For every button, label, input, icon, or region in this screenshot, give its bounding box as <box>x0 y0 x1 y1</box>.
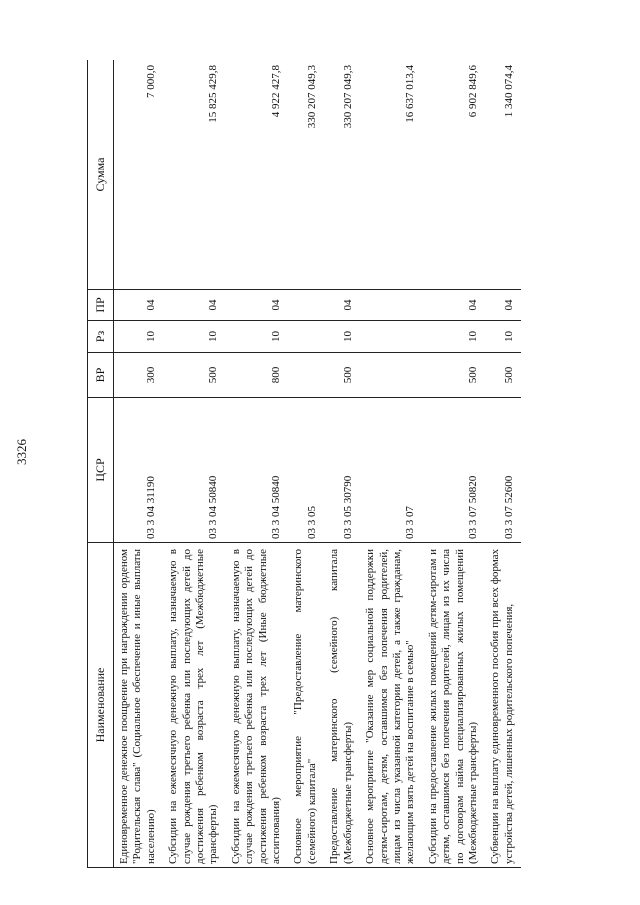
page-number: 3326 <box>14 439 29 465</box>
cell-name: Субсидии на ежемесячную денежную выплату, назначаемую в случае рождения третьего ребенка или последующих детей до достижения ребенком возраста трех лет (Межбюджетные трансферты) <box>163 543 226 868</box>
cell-name: Основное мероприятие "Оказание мер социальной поддержки детям-сиротам, детям, оставшимся без попечения родителей, лицам из числа указанной категории детей, а также гражданам, желающим взять детей на воспитание в семью" <box>360 543 423 868</box>
header-vr: ВР <box>88 353 114 398</box>
budget-table <box>87 60 521 868</box>
cell-pr: 04 <box>114 290 164 321</box>
cell-csr: 03 3 07 <box>360 398 423 543</box>
cell-sum: 330 207 049,3 <box>324 60 360 290</box>
cell-pr: 04 <box>163 290 226 321</box>
cell-name: Предоставление материнского (семейного) капитала (Межбюджетные трансферты) <box>324 543 360 868</box>
table-row <box>360 60 423 868</box>
cell-vr: 500 <box>324 353 360 398</box>
cell-sum: 16 637 013,4 <box>360 60 423 290</box>
cell-rz: 10 <box>423 321 486 353</box>
cell-pr <box>360 290 423 321</box>
cell-rz: 10 <box>114 321 164 353</box>
cell-vr: 800 <box>226 353 289 398</box>
cell-vr <box>360 353 423 398</box>
cell-pr: 04 <box>423 290 486 321</box>
table-row <box>163 60 226 868</box>
cell-name: Единовременное денежное поощрение при награждении орденом "Родительская слава" (Социальное обеспечение и иные выплаты населению) <box>114 543 164 868</box>
cell-name: Основное мероприятие "Предоставление материнского (семейного) капитала" <box>288 543 324 868</box>
header-pr: ПР <box>88 290 114 321</box>
cell-csr: 03 3 05 <box>288 398 324 543</box>
cell-pr: 04 <box>485 290 521 321</box>
cell-pr: 04 <box>324 290 360 321</box>
cell-csr: 03 3 05 30790 <box>324 398 360 543</box>
cell-rz <box>360 321 423 353</box>
cell-rz: 10 <box>163 321 226 353</box>
cell-pr: 04 <box>226 290 289 321</box>
header-sum: Сумма <box>88 60 114 290</box>
cell-sum: 6 902 849,6 <box>423 60 486 290</box>
cell-vr: 500 <box>423 353 486 398</box>
header-name: Наименование <box>88 543 114 868</box>
table-viewport <box>87 60 587 868</box>
cell-rz: 10 <box>324 321 360 353</box>
cell-rz <box>288 321 324 353</box>
cell-name: Субвенции на выплату единовременного пособия при всех формах устройства детей, лишенных родительского попечения, <box>485 543 521 868</box>
cell-sum: 15 825 429,8 <box>163 60 226 290</box>
cell-csr: 03 3 04 31190 <box>114 398 164 543</box>
cell-sum: 7 000,0 <box>114 60 164 290</box>
cell-rz: 10 <box>226 321 289 353</box>
cell-sum: 4 922 427,8 <box>226 60 289 290</box>
cell-vr: 500 <box>163 353 226 398</box>
table-header-row <box>88 60 114 868</box>
header-csr: ЦСР <box>88 398 114 543</box>
rotated-table-container <box>87 60 587 868</box>
cell-rz: 10 <box>485 321 521 353</box>
cell-name: Субсидии на ежемесячную денежную выплату, назначаемую в случае рождения третьего ребенка или последующих детей до достижения ребенком возраста трех лет (Иные бюджетные ассигнования) <box>226 543 289 868</box>
cell-pr <box>288 290 324 321</box>
cell-sum: 1 340 074,4 <box>485 60 521 290</box>
table-row <box>288 60 324 868</box>
cell-vr <box>288 353 324 398</box>
cell-vr: 500 <box>485 353 521 398</box>
cell-vr: 300 <box>114 353 164 398</box>
table-row <box>485 60 521 868</box>
cell-csr: 03 3 07 52600 <box>485 398 521 543</box>
cell-csr: 03 3 07 50820 <box>423 398 486 543</box>
table-row <box>114 60 164 868</box>
cell-sum: 330 207 049,3 <box>288 60 324 290</box>
header-rz: Рз <box>88 321 114 353</box>
cell-csr: 03 3 04 50840 <box>226 398 289 543</box>
table-row <box>226 60 289 868</box>
cell-csr: 03 3 04 50840 <box>163 398 226 543</box>
cell-name: Субсидии на предоставление жилых помещений детям-сиротам и детям, оставшимся без попечения родителей, лицам из их числа по договорам найма специализированных жилых помещений (Межбюджетные трансферты) <box>423 543 486 868</box>
table-row <box>423 60 486 868</box>
table-row <box>324 60 360 868</box>
